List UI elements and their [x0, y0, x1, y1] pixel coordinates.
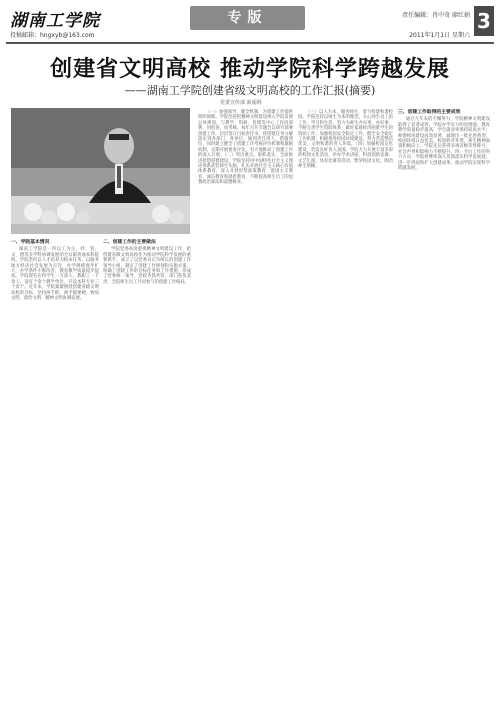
article-photo	[11, 108, 190, 234]
article-column-2	[103, 238, 191, 693]
column-text: 湖南工学院是一所以工为主，经、管、文、理等多学科协调发展的全日制普通本科院校。学院坚持以人才培养为根本任务，以服务地方经济社会发展为宗旨，办学规模逐步扩大，办学条件不断改善，教育教学质量稳步提高。学院现有在校学生一万余人，教职工一千余人，设有十余个教学单位，开设本科专业三十余个。近年来，学院紧紧围绕创建省级文明高校的目标，坚持两手抓、两手都要硬，物质文明、政治文明、精神文明协调发展。	[11, 247, 99, 302]
article-column-1	[11, 238, 99, 693]
article-subheadline: ——湖南工学院创建省级文明高校的工作汇报(摘要)	[124, 84, 376, 97]
contribution-email: 投稿邮箱：hngxyb@163.com	[10, 32, 95, 39]
newspaper-masthead: 湖南工学院	[10, 11, 100, 31]
column-text: 学院党委高度重视精神文明建设工作，把创建省级文明高校作为推动学院科学发展的重要抓手，成立了以党委书记为组长的创建工作领导小组，制定了创建工作规划和实施方案，明确了创建工作的目标任务和工作措施，形成了党委统一领导、党政齐抓共管、部门各负其责、全院师生员工共同参与的创建工作格局。	[103, 247, 191, 285]
section-heading: 一、学院基本情况	[11, 240, 50, 245]
article-column-3	[198, 108, 293, 693]
section-heading: 二、创建工作的主要做法	[103, 240, 156, 245]
section-banner: 专版	[190, 6, 305, 30]
editor-credits: 责任编辑：肖中奇 廖红娟	[402, 12, 470, 19]
article-column-5	[398, 108, 490, 693]
issue-date: 2011年1月1日 星期六	[409, 32, 470, 39]
article-headline: 创建省文明高校 推动学院科学跨越发展	[50, 57, 450, 82]
article-column-4	[298, 108, 393, 693]
article-byline: 党委宣传部 新闻网	[220, 100, 262, 106]
speaker-photo-illustration	[11, 108, 190, 234]
page-header	[0, 0, 500, 44]
header-divider	[6, 42, 494, 44]
column-text: 通过几年来的不懈努力，学院精神文明建设取得了显著成效。学院办学实力明显增强，教育教学质量稳步提高，学生就业率保持较高水平；师德师风建设成效显著，涌现出一批先进典型；校园环境日益优美，校园秩序井然，师生精神面貌积极向上。学院先后获得多项省级荣誉称号，社会声誉和影响力不断提升。四、今后工作的努力方向：学院将继续深入贯彻落实科学发展观，进一步巩固和扩大创建成果，推动学院实现科学跨越发展。	[398, 117, 490, 172]
column-text: （三）以人为本，服务师生，着力构建和谐校园。学院坚持以师生为本的理念，关心师生员工的工作、学习和生活，努力为师生办实事、办好事。不断完善学生资助体系，做好家庭经济困难学生的资助工作；加强校园安全稳定工作，健全安全稳定工作机制；积极推进校园环境建设，努力营造整洁优美、文明和谐的育人环境。（四）加强校园文化建设，营造良好育人氛围。学院大力开展丰富多彩的校园文化活动，举办学术讲座、科技创新竞赛、文艺汇演、体育比赛等活动，繁荣校园文化，陶冶师生情操。	[298, 110, 393, 170]
column-text: （一）加强领导，健全机制，为创建工作提供组织保障。学院坚持把精神文明建设纳入学院发展总体规划，与教学、科研、管理等中心工作同部署、同检查、同考核。每年召开专题会议研究部署创建工作，层层签订目标责任书，将创建任务分解落实到各部门、各单位，做到责任到人、措施到位。同时建立健全了创建工作考核评价机制和激励机制，定期开展督查评比，有力地推动了创建工作的深入开展。（二）突出重点，狠抓落实，全面推进思想道德建设。学院坚持用中国特色社会主义理论体系武装师生头脑，扎实开展社会主义核心价值体系教育，深入开展形势政策教育、爱国主义教育、诚信教育和感恩教育，不断提高师生员工的思想政治素质和道德修养。	[198, 110, 293, 186]
page-number: 3	[474, 6, 494, 36]
section-heading: 三、创建工作取得的主要成效	[398, 110, 461, 115]
